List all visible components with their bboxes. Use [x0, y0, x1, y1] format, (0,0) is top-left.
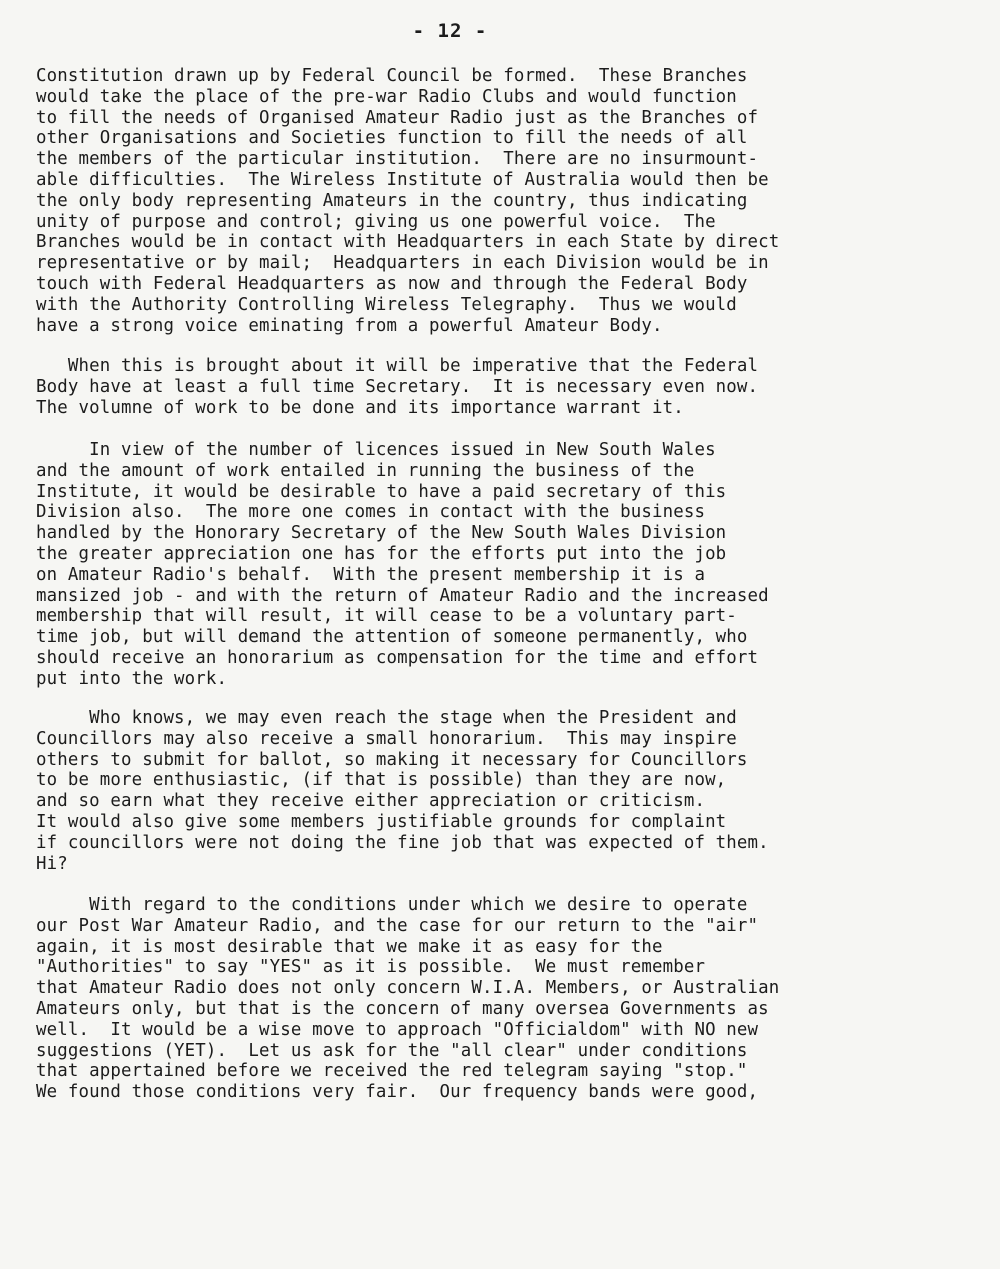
- text-line: that appertained before we received the red telegram saying "stop.": [36, 1061, 748, 1082]
- text-line: membership that will result, it will cease to be a voluntary part-: [36, 606, 737, 627]
- text-line: have a strong voice eminating from a powerful Amateur Body.: [36, 315, 663, 336]
- text-line: able difficulties. The Wireless Institute of Australia would then be: [36, 169, 769, 190]
- paragraph-2: [36, 356, 936, 418]
- text-line: Constitution drawn up by Federal Council be formed. These Branches: [36, 66, 748, 86]
- text-line: other Organisations and Societies function to fill the needs of all: [36, 128, 748, 149]
- page-number: - 12 -: [412, 20, 488, 42]
- paragraph-3: [36, 440, 936, 690]
- text-line: It would also give some members justifiable grounds for complaint: [36, 811, 727, 832]
- text-line: representative or by mail; Headquarters in each Division would be in: [36, 253, 769, 274]
- text-line: that Amateur Radio does not only concern W.I.A. Members, or Australian: [36, 978, 780, 999]
- text-line: With regard to the conditions under which we desire to operate: [36, 895, 748, 915]
- text-line: Branches would be in contact with Headquarters in each State by direct: [36, 232, 780, 253]
- text-line: should receive an honorarium as compensation for the time and effort: [36, 647, 759, 668]
- paragraph-4: [36, 708, 936, 874]
- text-line: Institute, it would be desirable to have a paid secretary of this: [36, 481, 727, 502]
- text-line: Councillors may also receive a small honorarium. This may inspire: [36, 728, 737, 749]
- text-line: The volumne of work to be done and its importance warrant it.: [36, 397, 684, 418]
- text-line: Body have at least a full time Secretary. It is necessary even now.: [36, 376, 759, 397]
- text-line: the members of the particular institution. There are no insurmount-: [36, 149, 759, 170]
- text-line: would take the place of the pre-war Radio Clubs and would function: [36, 86, 737, 107]
- text-line: When this is brought about it will be imperative that the Federal: [36, 356, 759, 376]
- text-line: Who knows, we may even reach the stage when the President and: [36, 708, 737, 728]
- text-line: Hi?: [36, 853, 68, 874]
- text-line: time job, but will demand the attention of someone permanently, who: [36, 627, 748, 648]
- text-line: put into the work.: [36, 668, 228, 689]
- text-line: our Post War Amateur Radio, and the case for our return to the "air": [36, 915, 759, 936]
- text-line: with the Authority Controlling Wireless Telegraphy. Thus we would: [36, 294, 737, 315]
- text-line: We found those conditions very fair. Our frequency bands were good,: [36, 1082, 759, 1103]
- text-line: well. It would be a wise move to approach "Officialdom" with NO new: [36, 1019, 759, 1040]
- text-line: again, it is most desirable that we make it as easy for the: [36, 936, 663, 957]
- text-line: and so earn what they receive either appreciation or criticism.: [36, 791, 706, 812]
- text-line: suggestions (YET). Let us ask for the "all clear" under conditions: [36, 1040, 748, 1061]
- text-line: the greater appreciation one has for the efforts put into the job: [36, 543, 727, 564]
- paragraph-5: [36, 895, 936, 1103]
- text-line: Amateurs only, but that is the concern of many oversea Governments as: [36, 998, 769, 1019]
- text-line: "Authorities" to say "YES" as it is possible. We must remember: [36, 957, 706, 978]
- text-line: on Amateur Radio's behalf. With the present membership it is a: [36, 564, 706, 585]
- text-line: unity of purpose and control; giving us one powerful voice. The: [36, 211, 716, 232]
- text-line: and the amount of work entailed in running the business of the: [36, 460, 695, 481]
- text-line: touch with Federal Headquarters as now and through the Federal Body: [36, 273, 748, 294]
- text-line: to be more enthusiastic, (if that is possible) than they are now,: [36, 770, 727, 791]
- text-line: if councillors were not doing the fine job that was expected of them.: [36, 832, 769, 853]
- text-line: the only body representing Amateurs in the country, thus indicating: [36, 190, 748, 211]
- text-line: In view of the number of licences issued in New South Wales: [36, 440, 716, 460]
- text-line: to fill the needs of Organised Amateur Radio just as the Branches of: [36, 107, 759, 128]
- text-line: Division also. The more one comes in contact with the business: [36, 502, 706, 523]
- paragraph-1: [36, 66, 936, 336]
- text-line: mansized job - and with the return of Amateur Radio and the increased: [36, 585, 769, 606]
- text-line: others to submit for ballot, so making it necessary for Councillors: [36, 749, 748, 770]
- text-line: handled by the Honorary Secretary of the New South Wales Division: [36, 523, 727, 544]
